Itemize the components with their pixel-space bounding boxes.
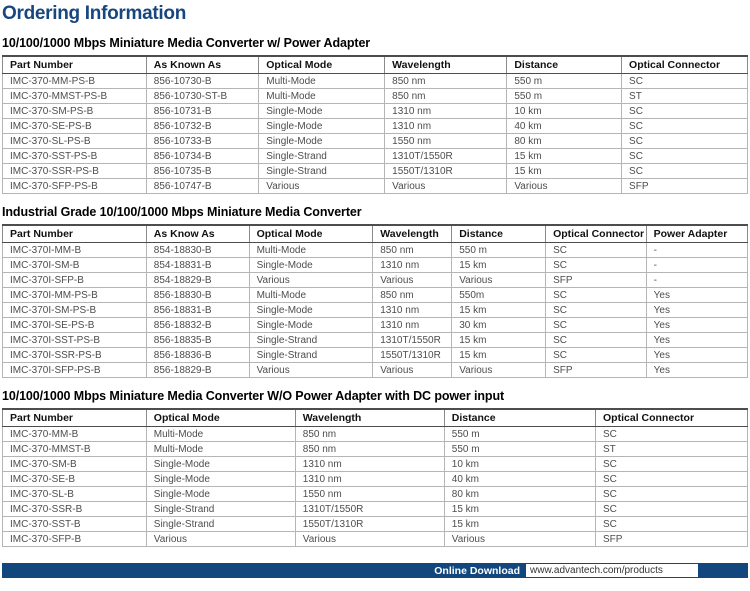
table-cell: IMC-370I-MM-B [3, 243, 147, 258]
table-cell: 1310 nm [295, 457, 444, 472]
table-row [3, 363, 748, 378]
table-cell: 1310 nm [373, 303, 452, 318]
table-cell: 850 nm [373, 288, 452, 303]
table-cell: Various [249, 273, 373, 288]
column-header: Wavelength [385, 56, 507, 74]
table-cell: SC [546, 318, 647, 333]
section-heading-dc-power-input: 10/100/1000 Mbps Miniature Media Converter W/O Power Adapter with DC power input [2, 389, 505, 403]
table-cell: 856-10735-B [146, 164, 258, 179]
table-cell: 550 m [444, 427, 595, 442]
header-row [3, 409, 748, 427]
table-cell: Single-Strand [146, 517, 295, 532]
table-cell: Single-Strand [249, 333, 373, 348]
table-cell: 1310 nm [373, 318, 452, 333]
table-cell: IMC-370I-SM-B [3, 258, 147, 273]
table-cell: SFP [546, 363, 647, 378]
table-cell: IMC-370-SFP-PS-B [3, 179, 147, 194]
table-row [3, 273, 748, 288]
table-cell: SC [546, 288, 647, 303]
column-header: Distance [444, 409, 595, 427]
table-cell: 1310 nm [295, 472, 444, 487]
download-url-box[interactable] [526, 564, 698, 577]
table-row [3, 288, 748, 303]
table-cell: Yes [646, 348, 747, 363]
table-cell: 854-18831-B [146, 258, 249, 273]
table-row [3, 243, 748, 258]
table-cell: Multi-Mode [249, 288, 373, 303]
table-row [3, 442, 748, 457]
table-row [3, 149, 748, 164]
table-cell: 550 m [507, 74, 622, 89]
column-header: Optical Connector [546, 225, 647, 243]
table-cell: Single-Mode [146, 487, 295, 502]
table-row [3, 348, 748, 363]
table-cell: Various [452, 363, 546, 378]
table-cell: Various [385, 179, 507, 194]
column-header: Optical Connector [596, 409, 748, 427]
table-cell: 40 km [444, 472, 595, 487]
table-row [3, 74, 748, 89]
table-cell: SC [622, 149, 748, 164]
table-cell: SFP [546, 273, 647, 288]
table-cell: IMC-370-MM-B [3, 427, 147, 442]
table-cell: 850 nm [295, 427, 444, 442]
header-row [3, 56, 748, 74]
table-cell: 15 km [452, 333, 546, 348]
table-cell: 15 km [452, 258, 546, 273]
table-cell: 1310 nm [385, 119, 507, 134]
table-cell: 550 m [444, 442, 595, 457]
column-header: Power Adapter [646, 225, 747, 243]
table-cell: Single-Mode [259, 104, 385, 119]
table-cell: 1310 nm [385, 104, 507, 119]
table-cell: Various [259, 179, 385, 194]
page-title: Ordering Information [2, 3, 187, 24]
table-cell: IMC-370-MM-PS-B [3, 74, 147, 89]
table-cell: Various [146, 532, 295, 547]
table-cell: SC [596, 517, 748, 532]
section-dc-power-input [2, 389, 748, 547]
column-header: Distance [452, 225, 546, 243]
table-cell: - [646, 258, 747, 273]
column-header: As Known As [146, 56, 258, 74]
table-row [3, 532, 748, 547]
table-row [3, 179, 748, 194]
table-cell: Various [452, 273, 546, 288]
table-cell: 10 km [444, 457, 595, 472]
download-url-text: www.advantech.com/products [530, 565, 663, 576]
table-cell: 550m [452, 288, 546, 303]
column-header: As Know As [146, 225, 249, 243]
table-cell: 80 km [507, 134, 622, 149]
table-cell: Single-Mode [249, 318, 373, 333]
table-cell: 856-10734-B [146, 149, 258, 164]
table-cell: IMC-370-SL-PS-B [3, 134, 147, 149]
column-header: Distance [507, 56, 622, 74]
table-cell: 550 m [452, 243, 546, 258]
table-cell: IMC-370I-SM-PS-B [3, 303, 147, 318]
table-cell: 40 km [507, 119, 622, 134]
table-cell: 856-18830-B [146, 288, 249, 303]
table-cell: SC [596, 457, 748, 472]
table-cell: 856-18831-B [146, 303, 249, 318]
table-cell: 15 km [452, 303, 546, 318]
header-row [3, 225, 748, 243]
table-row [3, 89, 748, 104]
table-cell: 1550 nm [385, 134, 507, 149]
table-cell: 856-10747-B [146, 179, 258, 194]
table-cell: IMC-370I-SST-PS-B [3, 333, 147, 348]
table-cell: Single-Mode [249, 303, 373, 318]
table-cell: 856-10730-B [146, 74, 258, 89]
table-row [3, 517, 748, 532]
table-cell: 850 nm [385, 74, 507, 89]
table-cell: Single-Mode [259, 119, 385, 134]
table-cell: SFP [596, 532, 748, 547]
column-header: Part Number [3, 225, 147, 243]
table-cell: SC [622, 119, 748, 134]
table-cell: Single-Mode [146, 457, 295, 472]
table-cell: 1310T/1550R [295, 502, 444, 517]
table-cell: 1310T/1550R [385, 149, 507, 164]
table-cell: IMC-370-SSR-PS-B [3, 164, 147, 179]
table-cell: IMC-370-SST-B [3, 517, 147, 532]
table-cell: Multi-Mode [259, 89, 385, 104]
column-header: Part Number [3, 409, 147, 427]
table-cell: SC [546, 333, 647, 348]
table-cell: Single-Mode [146, 472, 295, 487]
table-cell: SC [546, 303, 647, 318]
table-row [3, 303, 748, 318]
table-cell: 856-18835-B [146, 333, 249, 348]
table-cell: Various [373, 363, 452, 378]
table-cell: 1310T/1550R [373, 333, 452, 348]
table-cell: 856-18836-B [146, 348, 249, 363]
table-cell: SC [596, 472, 748, 487]
table-dc-power-input [2, 408, 748, 547]
table-cell: Various [507, 179, 622, 194]
column-header: Optical Mode [249, 225, 373, 243]
section-heading-power-adapter: 10/100/1000 Mbps Miniature Media Converter w/ Power Adapter [2, 36, 371, 50]
table-cell: SC [546, 258, 647, 273]
table-row [3, 164, 748, 179]
table-cell: Various [249, 363, 373, 378]
table-industrial-grade [2, 224, 748, 378]
table-cell: Yes [646, 288, 747, 303]
table-cell: IMC-370I-SSR-PS-B [3, 348, 147, 363]
table-cell: SC [546, 243, 647, 258]
table-cell: 1550T/1310R [385, 164, 507, 179]
column-header: Optical Mode [146, 409, 295, 427]
table-cell: IMC-370I-SE-PS-B [3, 318, 147, 333]
table-cell: 850 nm [373, 243, 452, 258]
table-cell: IMC-370-SL-B [3, 487, 147, 502]
table-row [3, 427, 748, 442]
table-row [3, 134, 748, 149]
table-cell: 854-18829-B [146, 273, 249, 288]
table-cell: 856-18829-B [146, 363, 249, 378]
table-cell: SC [622, 164, 748, 179]
section-industrial-grade [2, 205, 748, 378]
table-cell: Multi-Mode [146, 427, 295, 442]
table-row [3, 472, 748, 487]
table-cell: 1550T/1310R [373, 348, 452, 363]
table-cell: Various [444, 532, 595, 547]
table-cell: IMC-370I-SFP-B [3, 273, 147, 288]
section-power-adapter [2, 36, 748, 194]
table-cell: IMC-370-SFP-B [3, 532, 147, 547]
table-cell: 850 nm [385, 89, 507, 104]
table-cell: Single-Mode [259, 134, 385, 149]
table-cell: IMC-370-SST-PS-B [3, 149, 147, 164]
table-cell: IMC-370-SE-B [3, 472, 147, 487]
table-cell: - [646, 273, 747, 288]
table-row [3, 502, 748, 517]
table-cell: IMC-370I-MM-PS-B [3, 288, 147, 303]
table-row [3, 119, 748, 134]
table-power-adapter [2, 55, 748, 194]
table-cell: SC [596, 487, 748, 502]
table-cell: Multi-Mode [259, 74, 385, 89]
table-row [3, 333, 748, 348]
table-row [3, 318, 748, 333]
table-cell: ST [596, 442, 748, 457]
table-cell: 550 m [507, 89, 622, 104]
table-cell: - [646, 243, 747, 258]
table-cell: 856-18832-B [146, 318, 249, 333]
table-cell: SC [596, 502, 748, 517]
column-header: Part Number [3, 56, 147, 74]
table-cell: 1550 nm [295, 487, 444, 502]
table-cell: Multi-Mode [146, 442, 295, 457]
online-download-label: Online Download [434, 564, 520, 577]
table-row [3, 487, 748, 502]
table-cell: IMC-370-SM-PS-B [3, 104, 147, 119]
table-cell: IMC-370-SSR-B [3, 502, 147, 517]
table-cell: 856-10730-ST-B [146, 89, 258, 104]
table-cell: Various [373, 273, 452, 288]
table-cell: Yes [646, 333, 747, 348]
table-cell: Various [295, 532, 444, 547]
table-cell: SC [622, 134, 748, 149]
table-cell: SC [596, 427, 748, 442]
table-cell: SC [622, 104, 748, 119]
table-cell: Single-Strand [259, 164, 385, 179]
table-cell: IMC-370-SM-B [3, 457, 147, 472]
table-cell: Yes [646, 318, 747, 333]
table-cell: 15 km [507, 164, 622, 179]
table-cell: 80 km [444, 487, 595, 502]
table-cell: 15 km [507, 149, 622, 164]
table-cell: IMC-370-SE-PS-B [3, 119, 147, 134]
table-cell: 1310 nm [373, 258, 452, 273]
table-cell: SC [546, 348, 647, 363]
table-cell: Single-Strand [146, 502, 295, 517]
table-cell: 10 km [507, 104, 622, 119]
table-cell: SFP [622, 179, 748, 194]
table-cell: 1550T/1310R [295, 517, 444, 532]
table-cell: Single-Strand [259, 149, 385, 164]
table-cell: 856-10731-B [146, 104, 258, 119]
table-cell: 850 nm [295, 442, 444, 457]
column-header: Optical Connector [622, 56, 748, 74]
table-cell: IMC-370I-SFP-PS-B [3, 363, 147, 378]
column-header: Wavelength [295, 409, 444, 427]
table-cell: 30 km [452, 318, 546, 333]
table-row [3, 457, 748, 472]
table-cell: SC [622, 74, 748, 89]
table-cell: ST [622, 89, 748, 104]
table-cell: Single-Strand [249, 348, 373, 363]
table-cell: Yes [646, 303, 747, 318]
online-download-bar [2, 563, 748, 578]
table-cell: Multi-Mode [249, 243, 373, 258]
table-cell: 856-10733-B [146, 134, 258, 149]
table-cell: 15 km [452, 348, 546, 363]
table-row [3, 258, 748, 273]
table-cell: 856-10732-B [146, 119, 258, 134]
table-cell: IMC-370-MMST-PS-B [3, 89, 147, 104]
table-cell: 854-18830-B [146, 243, 249, 258]
column-header: Optical Mode [259, 56, 385, 74]
table-cell: IMC-370-MMST-B [3, 442, 147, 457]
table-cell: Yes [646, 363, 747, 378]
table-row [3, 104, 748, 119]
table-cell: 15 km [444, 502, 595, 517]
table-cell: 15 km [444, 517, 595, 532]
table-cell: Single-Mode [249, 258, 373, 273]
section-heading-industrial-grade: Industrial Grade 10/100/1000 Mbps Miniature Media Converter [2, 205, 362, 219]
column-header: Wavelength [373, 225, 452, 243]
